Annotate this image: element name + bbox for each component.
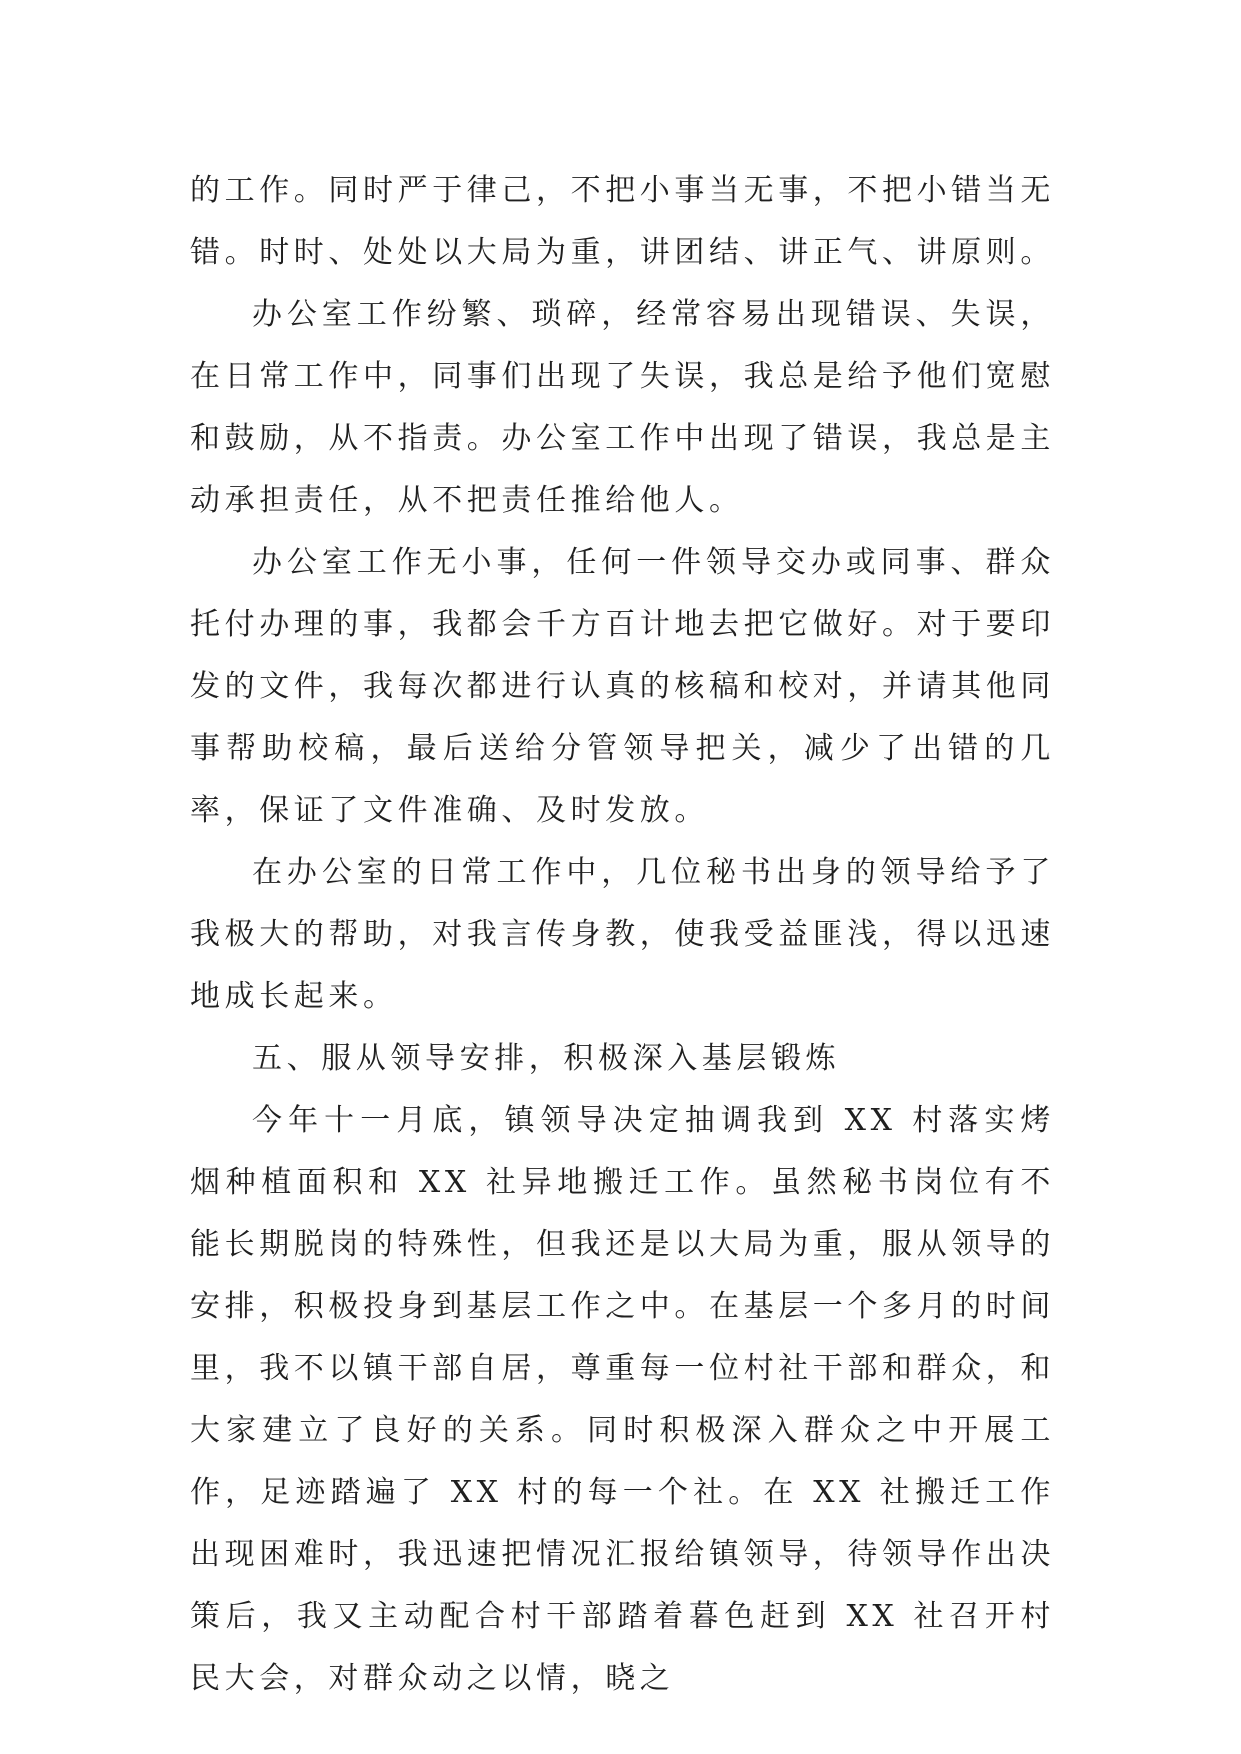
section-heading: 五、服从领导安排，积极深入基层锻炼 (252, 1041, 841, 1076)
paragraph-6: 今年十一月底，镇领导决定抽调我到 XX 村落实烤烟种植面积和 XX 社异地搬迁工作。虽然秘书岗位有不能长期脱岗的特殊性，但我还是以大局为重，服从领导的安排，积极投身到基层工作之中。在基层一个多月的时间里，我不以镇干部自居，尊重每一位村社干部和群众，和大家建立了良好的关系。同时积极深入群众之中开展工作，足迹踏遍了 XX 村的每一个社。在 XX 社搬迁工作出现困难时，我迅速把情况汇报给镇领导，待领导作出决策后，我又主动配合村干部踏着暮色赶到 XX 社召开村民大会，对群众动之以情，晓之 (190, 1103, 1055, 1696)
paragraph-1: 的工作。同时严于律己，不把小事当无事，不把小错当无错。时时、处处以大局为重，讲团结、讲正气、讲原则。 (190, 173, 1055, 270)
paragraph-2: 办公室工作纷繁、琐碎，经常容易出现错误、失误，在日常工作中，同事们出现了失误，我总是给予他们宽慰和鼓励，从不指责。办公室工作中出现了错误，我总是主动承担责任，从不把责任推给他人。 (190, 297, 1055, 518)
paragraph-3: 办公室工作无小事，任何一件领导交办或同事、群众托付办理的事，我都会千方百计地去把它做好。对于要印发的文件，我每次都进行认真的核稿和校对，并请其他同事帮助校稿，最后送给分管领导把关，减少了出错的几率，保证了文件准确、及时发放。 (190, 545, 1055, 828)
paragraph-4: 在办公室的日常工作中，几位秘书出身的领导给予了我极大的帮助，对我言传身教，使我受益匪浅，得以迅速地成长起来。 (190, 855, 1055, 1014)
document-body (190, 160, 1055, 1710)
